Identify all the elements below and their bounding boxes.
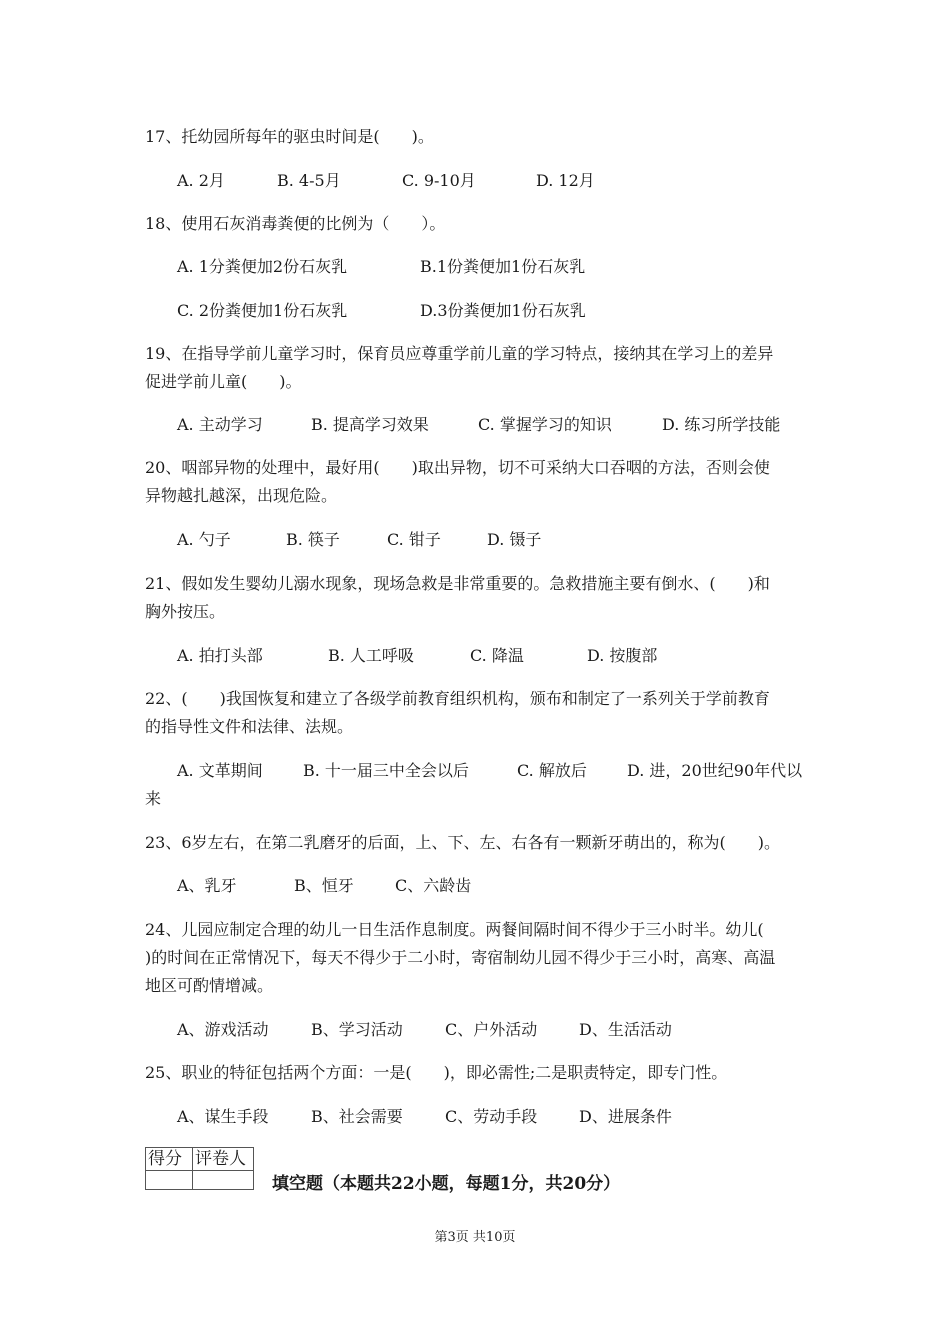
question-20-option-d: D. 镊子 (487, 530, 542, 549)
question-19-option-a: A. 主动学习 (177, 415, 263, 434)
question-17-option-b: B. 4-5月 (277, 171, 341, 190)
question-18-option-b: B.1份粪便加1份石灰乳 (420, 257, 586, 276)
question-25-option-b: B、社会需要 (311, 1107, 403, 1126)
score-cell (146, 1171, 193, 1190)
question-25-option-a: A、谋生手段 (177, 1107, 269, 1126)
question-22-option-b: B. 十一届三中全会以后 (303, 761, 469, 780)
question-19-option-c: C. 掌握学习的知识 (478, 415, 612, 434)
question-25-text: 25、职业的特征包括两个方面：一是( )，即必需性;二是职责特定，即专门性。 (145, 1063, 728, 1082)
question-23-option-c: C、六龄齿 (395, 876, 472, 895)
question-23-option-a: A、乳牙 (177, 876, 237, 895)
question-22-option-d: D. 进，20世纪90年代以 (627, 761, 803, 780)
question-17-text: 17、托幼园所每年的驱虫时间是( )。 (145, 127, 434, 146)
question-20-option-b: B. 筷子 (286, 530, 340, 549)
question-21-option-d: D. 按腹部 (587, 646, 658, 665)
section-title: 填空题（本题共22小题，每题1分，共20分） (272, 1174, 621, 1194)
question-24-option-b: B、学习活动 (311, 1020, 403, 1039)
score-table (145, 1147, 254, 1190)
question-22-text-line-1: 22、( )我国恢复和建立了各级学前教育组织机构，颁布和制定了一系列关于学前教育 (145, 689, 770, 708)
question-19-option-d: D. 练习所学技能 (662, 415, 781, 434)
question-25-option-c: C、劳动手段 (445, 1107, 538, 1126)
question-21-text-line-2: 胸外按压。 (145, 602, 226, 621)
question-21-option-b: B. 人工呼吸 (328, 646, 414, 665)
question-19-text-line-1: 19、在指导学前儿童学习时，保育员应尊重学前儿童的学习特点，接纳其在学习上的差异 (145, 344, 774, 363)
page-footer: 第3页 共10页 (434, 1230, 516, 1245)
question-17-option-c: C. 9-10月 (402, 171, 476, 190)
question-20-option-c: C. 钳子 (387, 530, 441, 549)
question-17-option-a: A. 2月 (177, 171, 225, 190)
question-18-option-a: A. 1分粪便加2份石灰乳 (177, 257, 348, 276)
question-22-option-c: C. 解放后 (517, 761, 587, 780)
question-25-option-d: D、进展条件 (579, 1107, 672, 1126)
question-23-text: 23、6岁左右，在第二乳磨牙的后面，上、下、左、右各有一颗新牙萌出的，称为( )。 (145, 833, 781, 852)
question-24-text-line-2: )的时间在正常情况下，每天不得少于二小时，寄宿制幼儿园不得少于三小时，高寒、高温 (145, 948, 776, 967)
question-21-text-line-1: 21、假如发生婴幼儿溺水现象，现场急救是非常重要的。急救措施主要有倒水、( )和 (145, 574, 770, 593)
question-19-option-b: B. 提高学习效果 (311, 415, 429, 434)
question-20-option-a: A. 勺子 (177, 530, 231, 549)
question-24-option-a: A、游戏活动 (177, 1020, 269, 1039)
reviewer-cell (193, 1171, 254, 1190)
question-20-text-line-2: 异物越扎越深，出现危险。 (145, 486, 338, 505)
score-label: 得分 (146, 1148, 193, 1171)
question-24-text-line-1: 24、儿园应制定合理的幼儿一日生活作息制度。两餐间隔时间不得少于三小时半。幼儿( (145, 920, 764, 939)
question-24-text-line-3: 地区可酌情增减。 (145, 976, 274, 995)
question-22-text-line-2: 的指导性文件和法律、法规。 (145, 717, 354, 736)
question-22-option-d-wrap: 来 (145, 789, 162, 808)
question-21-option-a: A. 拍打头部 (177, 646, 263, 665)
question-21-option-c: C. 降温 (470, 646, 524, 665)
question-24-option-d: D、生活活动 (579, 1020, 672, 1039)
question-22-option-a: A. 文革期间 (177, 761, 263, 780)
question-23-option-b: B、恒牙 (294, 876, 354, 895)
question-19-text-line-2: 促进学前儿童( )。 (145, 372, 302, 391)
question-20-text-line-1: 20、咽部异物的处理中，最好用( )取出异物，切不可采纳大口吞咽的方法，否则会使 (145, 458, 770, 477)
reviewer-label: 评卷人 (193, 1148, 254, 1171)
question-18-option-d: D.3份粪便加1份石灰乳 (420, 301, 586, 320)
question-17-option-d: D. 12月 (536, 171, 595, 190)
question-18-text: 18、使用石灰消毒粪便的比例为（ ）。 (145, 214, 446, 233)
question-18-option-c: C. 2份粪便加1份石灰乳 (177, 301, 348, 320)
question-24-option-c: C、户外活动 (445, 1020, 538, 1039)
